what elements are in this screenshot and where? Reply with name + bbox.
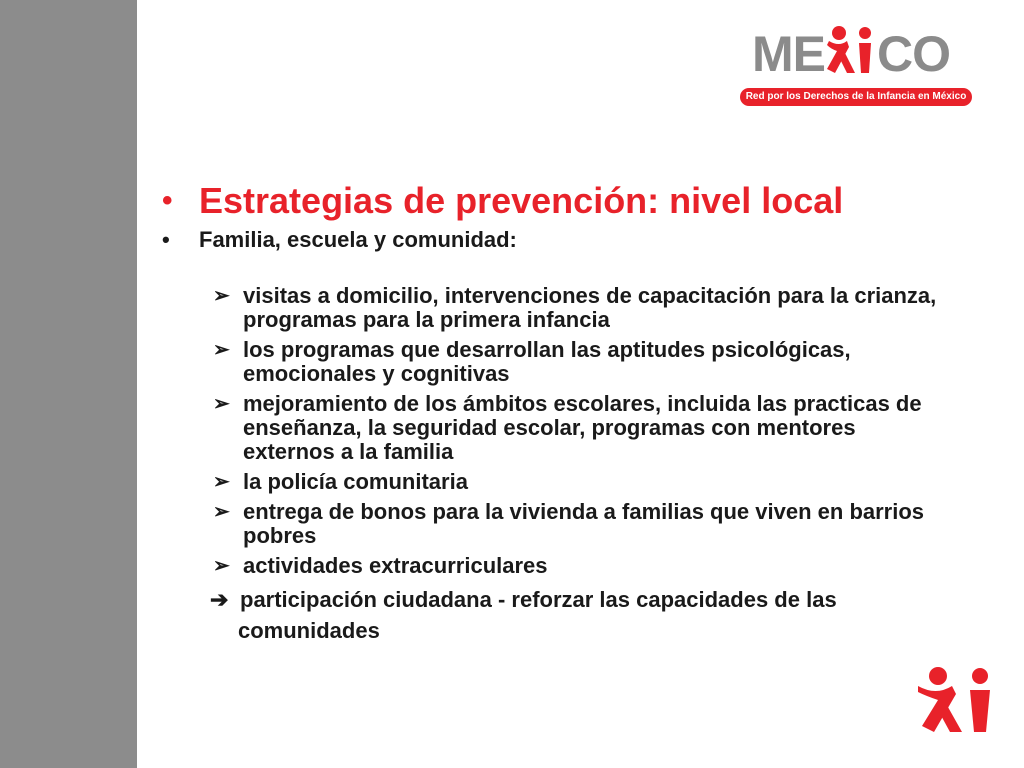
slide-subtitle-text: Familia, escuela y comunidad:	[199, 227, 517, 252]
arrowhead-icon: ➢	[213, 339, 230, 361]
arrowhead-icon: ➢	[213, 555, 230, 577]
list-item-text: actividades extracurriculares	[243, 553, 548, 578]
arrowhead-icon: ➢	[213, 285, 230, 307]
list-item-text: visitas a domicilio, intervenciones de capacitación para la crianza, programas para la primera infancia	[243, 283, 937, 332]
list-item	[160, 338, 943, 386]
conclusion-text-line1: participación ciudadana - reforzar las capacidades de las	[240, 587, 837, 612]
xi-corner-logo-icon	[914, 664, 998, 734]
arrowhead-icon: ➢	[213, 471, 230, 493]
list-item	[160, 500, 943, 548]
list-item-text: la policía comunitaria	[243, 469, 468, 494]
right-arrow-icon: ➔	[210, 587, 229, 612]
bullet-dot-icon: •	[162, 184, 173, 217]
list-item-text: mejoramiento de los ámbitos escolares, incluida las practicas de enseñanza, la seguridad escolar, programas con mentores externos a la familia	[243, 391, 922, 464]
conclusion-line	[210, 584, 980, 646]
arrowhead-icon: ➢	[213, 501, 230, 523]
slide-content	[160, 178, 980, 646]
slide-title-text: Estrategias de prevención: nivel local	[199, 180, 844, 221]
slide-subtitle	[160, 224, 980, 256]
list-item-text: los programas que desarrollan las aptitudes psicológicas, emocionales y cognitivas	[243, 337, 851, 386]
arrowhead-icon: ➢	[213, 393, 230, 415]
left-sidebar	[0, 0, 137, 768]
list-item	[160, 470, 943, 494]
list-item	[160, 392, 943, 464]
conclusion-text-line2: comunidades	[238, 618, 380, 643]
bullet-dot-icon: •	[162, 227, 170, 252]
list-item	[160, 554, 943, 578]
redim-logo	[738, 22, 978, 112]
list-item	[160, 284, 943, 332]
children-figure-icon	[825, 25, 877, 75]
logo-word-right: CO	[877, 26, 950, 82]
logo-word-left: ME	[752, 26, 825, 82]
slide-title	[160, 178, 980, 224]
list-item-text: entrega de bonos para la vivienda a familias que viven en barrios pobres	[243, 499, 925, 548]
strategy-list	[160, 284, 980, 578]
logo-tagline: Red por los Derechos de la Infancia en México	[740, 88, 972, 106]
logo-wordmark	[752, 24, 950, 84]
